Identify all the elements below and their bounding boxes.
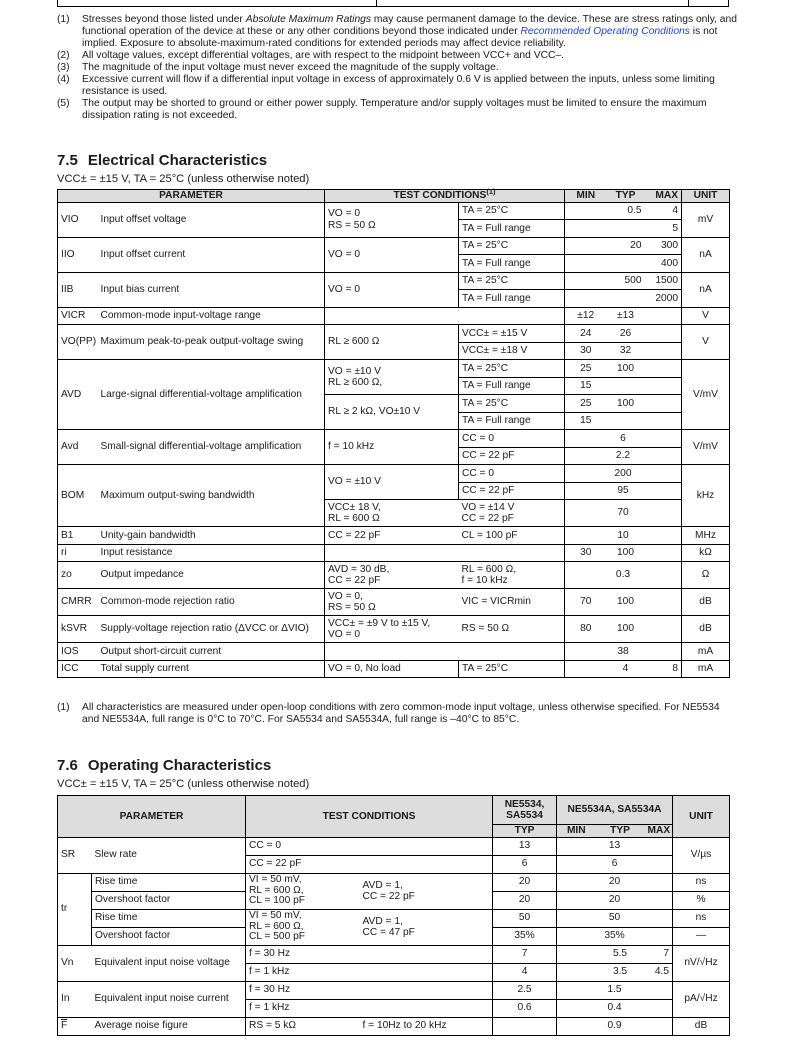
iio-cond: VO = 0: [325, 237, 459, 272]
1-max: 2000: [645, 290, 682, 308]
0-unit: ns: [673, 873, 730, 891]
table-row: [58, 589, 730, 616]
footnote: [57, 14, 737, 50]
0-max: 1500: [645, 272, 682, 290]
0-c: CC = 0: [246, 837, 493, 855]
table-cell: [645, 342, 682, 360]
4-num: (5): [57, 98, 70, 109]
1-max: 4.5: [645, 963, 673, 981]
avd-small-name: Small-signal differential-voltage amplification: [98, 430, 325, 465]
vio-name: Input offset voltage: [98, 202, 325, 237]
table-cell: [565, 220, 607, 238]
table-cell: [645, 412, 682, 430]
ri-sym: ri: [58, 544, 98, 562]
1-c: CC = 22 pF: [246, 855, 493, 873]
1-t1: 6: [493, 855, 557, 873]
0-unit: ns: [673, 909, 730, 927]
cmrr-c1: VO = 0, RS = 50 Ω: [325, 589, 459, 616]
table-cell: [565, 237, 607, 255]
0-typ: 20: [607, 237, 645, 255]
table-row: [58, 945, 730, 963]
1-t2: 6: [557, 855, 673, 873]
0-t1: 20: [493, 873, 557, 891]
footnote: [57, 50, 737, 62]
bom-cond1: VO = ±10 V: [325, 465, 459, 500]
table-row: [58, 360, 730, 378]
zo-c1: AVD = 30 dB, CC = 22 pF: [325, 562, 459, 589]
vicr-unit: V: [682, 307, 730, 325]
1-t1: 20: [493, 891, 557, 909]
headers-unit: UNIT: [673, 796, 730, 838]
1-t1: 0.6: [493, 999, 557, 1017]
1-t1: 35%: [493, 927, 557, 945]
icc-max: 8: [645, 660, 682, 678]
0-min: 25: [565, 360, 607, 378]
ri-min: 30: [565, 544, 607, 562]
zo-unit: Ω: [682, 562, 730, 589]
table-row: [58, 981, 730, 999]
table-row: [58, 325, 730, 343]
0-name: Rise time: [92, 873, 246, 891]
ri-typ: 100: [607, 544, 645, 562]
ri-name: Input resistance: [98, 544, 325, 562]
2-num: (3): [57, 62, 70, 73]
cmrr-unit: dB: [682, 589, 730, 616]
table-cell: [557, 945, 596, 963]
table-cell: [645, 395, 682, 413]
table-cell: [607, 412, 645, 430]
0-c: TA = 25°C: [459, 272, 565, 290]
table-cell: [645, 377, 682, 395]
table-row: [58, 544, 730, 562]
3-min: 15: [565, 412, 607, 430]
ksvr-c1: VCC± = ±9 V to ±15 V, VO = 0: [325, 616, 459, 643]
0-t2: 13: [557, 837, 673, 855]
0-c: f = 30 Hz: [246, 945, 493, 963]
icc-unit: mA: [682, 660, 730, 678]
b1-c1: CC = 22 pF: [325, 527, 459, 545]
1-text: All voltage values, except differential voltages, are with respect to the midpoint between VCC+ and VCC–.: [82, 50, 565, 61]
icc-c2: TA = 25°C: [459, 660, 565, 678]
0-typ: 100: [607, 360, 645, 378]
icc-sym: ICC: [58, 660, 98, 678]
iib-sym: IIB: [58, 272, 98, 307]
vopp-unit: V: [682, 325, 730, 360]
table-row: [58, 837, 730, 855]
f-t2: 0.9: [557, 1017, 673, 1035]
3-text: Excessive current will flow if a differential input voltage in excess of approximately 0.6 V is applied between the inputs, unless some limiting resistance is used.: [82, 74, 715, 97]
parts-1: Absolute Maximum Ratings: [245, 14, 372, 25]
1-c: f = 1 kHz: [246, 963, 493, 981]
0-max: 7: [645, 945, 673, 963]
recommended-operating-conditions-link[interactable]: Recommended Operating Conditions: [520, 26, 690, 37]
footnote-text: All characteristics are measured under open-loop conditions with zero common-mode input voltage, unless otherwise specified. For NE5534 and NE5534A, full range is 0°C to 70°C. For SA5534 and SA5534A, full range is –40°C to 85°C.: [82, 702, 720, 725]
ios-name: Output short-circuit current: [98, 643, 325, 661]
section-heading-electrical-characteristics: [57, 152, 267, 169]
0-t1: 2.5: [493, 981, 557, 999]
table-row: [58, 527, 730, 545]
headers-typ: TYP: [607, 190, 645, 203]
ksvr-c2: RS = 50 Ω: [459, 616, 565, 643]
cmrr-min: 70: [565, 589, 607, 616]
0-num: (1): [57, 14, 70, 25]
0-c: TA = 25°C: [459, 360, 565, 378]
1-c: TA = Full range: [459, 255, 565, 273]
0-c: f = 30 Hz: [246, 981, 493, 999]
1-cond: VI = 50 mV, RL = 600 Ω, CL = 500 pF: [246, 909, 360, 945]
operating-characteristics-table: [57, 795, 730, 1036]
table-cell: [565, 202, 607, 220]
0-min: 24: [565, 325, 607, 343]
2-min: 25: [565, 395, 607, 413]
bom-cond2a: VCC± 18 V, RL = 600 Ω: [325, 500, 459, 527]
b1-c2: CL = 100 pF: [459, 527, 565, 545]
iio-name: Input offset current: [98, 237, 325, 272]
table-row: [58, 202, 730, 220]
parts-2: may cause permanent damage to the device. These are stress ratings only, and functional operation of the device at these or any other conditions beyond those indicated under: [82, 14, 737, 37]
table-cell: [645, 325, 682, 343]
b1-name: Unity-gain bandwidth: [98, 527, 325, 545]
cmrr-sym: CMRR: [58, 589, 98, 616]
ri-unit: kΩ: [682, 544, 730, 562]
in-name: Equivalent input noise current: [92, 981, 246, 1017]
zo-name: Output impedance: [98, 562, 325, 589]
table-cell: [325, 643, 565, 661]
headers-test-conditions: TEST CONDITIONS: [246, 796, 493, 838]
table-cell: [645, 616, 682, 643]
table-cell: [565, 290, 607, 308]
vopp-cond: RL ≥ 600 Ω: [325, 325, 459, 360]
section-76-title: Operating Characteristics: [87, 757, 272, 774]
0-c: CC = 0: [459, 430, 565, 448]
table-header-row: [58, 190, 730, 203]
0-typ: 500: [607, 272, 645, 290]
ksvr-unit: dB: [682, 616, 730, 643]
electrical-characteristics-table: [57, 189, 730, 678]
section-conditions: VCC± = ±15 V, TA = 25°C (unless otherwise noted): [57, 173, 310, 185]
vio-unit: mV: [682, 202, 730, 237]
table-cell: [565, 272, 607, 290]
0-typ: 6: [565, 430, 682, 448]
vicr-min: ±12: [565, 307, 607, 325]
table-cell: [557, 963, 596, 981]
headers-grp2: NE5534A, SA5534A: [557, 796, 673, 825]
2-text: The magnitude of the input voltage must never exceed the magnitude of the supply voltage.: [82, 62, 499, 73]
1-c: TA = Full range: [459, 377, 565, 395]
0-c: VCC± = ±15 V: [459, 325, 565, 343]
1-min: 15: [565, 377, 607, 395]
table-row: [58, 873, 730, 891]
0-cond2: AVD = 1, CC = 22 pF: [360, 873, 493, 909]
0-t2: 1.5: [557, 981, 673, 999]
table-cell: [325, 187, 565, 203]
table-cell: [607, 377, 645, 395]
tr-sym: tr: [58, 873, 92, 945]
f-c1: RS = 5 kΩ: [246, 1017, 360, 1035]
vicr-typ: ±13: [607, 307, 645, 325]
table-cell: [645, 307, 682, 325]
0-t2: 5.5: [596, 945, 645, 963]
2-typ: 100: [607, 395, 645, 413]
absolute-max-footnotes: [57, 14, 737, 122]
sr-sym: SR: [58, 837, 92, 873]
2-c: TA = 25°C: [459, 395, 565, 413]
table-row: [58, 616, 730, 643]
1-c: f = 1 kHz: [246, 999, 493, 1017]
vn-name: Equivalent input noise voltage: [92, 945, 246, 981]
table-cell: [607, 290, 645, 308]
zo-sym: zo: [58, 562, 98, 589]
sr-unit: V/µs: [673, 837, 730, 873]
bom-cond2b: VO = ±14 V CC = 22 pF: [459, 500, 565, 527]
avd-unit: V/mV: [682, 360, 730, 430]
0-t1: 7: [493, 945, 557, 963]
footnote-num: (1): [57, 702, 70, 713]
ios-typ: 38: [565, 643, 682, 661]
1-unit: —: [673, 927, 730, 945]
1-t2: 3.5: [596, 963, 645, 981]
vicr-name: Common-mode input-voltage range: [98, 307, 325, 325]
table-row: [58, 307, 730, 325]
vopp-name: Maximum peak-to-peak output-voltage swing: [98, 325, 325, 360]
bom-unit: kHz: [682, 465, 730, 527]
0-c: TA = 25°C: [459, 202, 565, 220]
avd-sym: AVD: [58, 360, 98, 430]
b1-unit: MHz: [682, 527, 730, 545]
3-num: (4): [57, 74, 70, 85]
section-75-number: 7.5: [57, 152, 78, 169]
vio-sym: VIO: [58, 202, 98, 237]
table-row: [58, 430, 730, 448]
avd-cond2: RL ≥ 2 kΩ, VO±10 V: [325, 395, 459, 430]
vn-unit: nV/√Hz: [673, 945, 730, 981]
ksvr-name: Supply-voltage rejection ratio (ΔVCC or ΔVIO): [98, 616, 325, 643]
1-unit: %: [673, 891, 730, 909]
1-t2: 0.4: [557, 999, 673, 1017]
icc-name: Total supply current: [98, 660, 325, 678]
b1-typ: 10: [565, 527, 682, 545]
table-row: [58, 660, 730, 678]
electrical-characteristics-footnote: [57, 702, 737, 726]
icc-c1: VO = 0, No load: [325, 660, 459, 678]
ksvr-min: 80: [565, 616, 607, 643]
table-row: [58, 562, 730, 589]
headers-max: MAX: [645, 190, 682, 203]
icc-typ: 4: [607, 660, 645, 678]
1-typ: 95: [565, 482, 682, 500]
table-header-row: [58, 796, 730, 825]
section-76-number: 7.6: [57, 757, 78, 774]
in-unit: pA/√Hz: [673, 981, 730, 1017]
0-typ: 0.5: [607, 202, 645, 220]
headers-test-conditions: TEST CONDITIONS: [393, 190, 487, 201]
0-max: 300: [645, 237, 682, 255]
0-t1: 13: [493, 837, 557, 855]
table-row: [58, 272, 730, 290]
1-c: VCC± = ±18 V: [459, 342, 565, 360]
ksvr-sym: kSVR: [58, 616, 98, 643]
table-cell: [607, 255, 645, 273]
headers-typ: TYP: [596, 825, 645, 838]
table-cell: [565, 255, 607, 273]
section-75-title: Electrical Characteristics: [87, 152, 268, 169]
in-sym: In: [58, 981, 92, 1017]
section-conditions: VCC± = ±15 V, TA = 25°C (unless otherwise noted): [57, 778, 310, 790]
headers-grp1: NE5534, SA5534: [493, 796, 557, 825]
table-cell: [645, 360, 682, 378]
1-min: 30: [565, 342, 607, 360]
table-cell: [325, 544, 565, 562]
0-c: TA = 25°C: [459, 237, 565, 255]
footnote: [57, 98, 737, 122]
1-t1: 4: [493, 963, 557, 981]
1-c: TA = Full range: [459, 220, 565, 238]
headers-parameter: PARAMETER: [58, 190, 325, 203]
1-c: CC = 22 pF: [459, 447, 565, 465]
avd-cond1: VO = ±10 V RL ≥ 600 Ω,: [325, 360, 459, 395]
1-max: 400: [645, 255, 682, 273]
4-text: The output may be shorted to ground or either power supply. Temperature and/or supply voltages must be limited to ensure the maximum dissipation rating is not exceeded.: [82, 98, 707, 121]
avd-small-unit: V/mV: [682, 430, 730, 465]
headers-unit: UNIT: [682, 190, 730, 203]
cmrr-name: Common-mode rejection ratio: [98, 589, 325, 616]
cmrr-typ: 100: [607, 589, 645, 616]
vio-cond: VO = 0 RS = 50 Ω: [325, 202, 459, 237]
iio-unit: nA: [682, 237, 730, 272]
1-name: Overshoot factor: [92, 927, 246, 945]
1-cond2: AVD = 1, CC = 47 pF: [360, 909, 493, 945]
ksvr-typ: 100: [607, 616, 645, 643]
table-row: [58, 1017, 730, 1035]
zo-typ: 0.3: [565, 562, 682, 589]
1-name: Overshoot factor: [92, 891, 246, 909]
0-typ: 200: [565, 465, 682, 483]
ios-sym: IOS: [58, 643, 98, 661]
previous-table-cut-row: [57, 0, 729, 7]
headers-typ: TYP: [493, 825, 557, 838]
bom-sym: BOM: [58, 465, 98, 527]
table-cell: [565, 660, 607, 678]
parts-4: is not implied. Exposure to absolute-maximum-rated conditions for extended periods may affect device reliability.: [82, 26, 718, 49]
0-t2: 50: [557, 909, 673, 927]
f-unit: dB: [673, 1017, 730, 1035]
b1-sym: B1: [58, 527, 98, 545]
parts-0: Stresses beyond those listed under: [82, 14, 246, 25]
vicr-sym: VICR: [58, 307, 98, 325]
0-t2: 20: [557, 873, 673, 891]
table-cell: [607, 220, 645, 238]
0-name: Rise time: [92, 909, 246, 927]
bom-typ3: 70: [565, 500, 682, 527]
1-max: 5: [645, 220, 682, 238]
iib-name: Input bias current: [98, 272, 325, 307]
0-t1: 50: [493, 909, 557, 927]
avd-name: Large-signal differential-voltage amplification: [98, 360, 325, 430]
1-t2: 35%: [557, 927, 673, 945]
iib-unit: nA: [682, 272, 730, 307]
iib-cond: VO = 0: [325, 272, 459, 307]
sr-name: Slew rate: [92, 837, 246, 873]
f-name: Average noise figure: [92, 1017, 246, 1035]
vopp-sym: VO(PP): [58, 325, 98, 360]
headers-parameter: PARAMETER: [58, 796, 246, 838]
avd-small-sym: Avd: [58, 430, 98, 465]
headers-min: MIN: [565, 190, 607, 203]
footnote: [57, 74, 737, 98]
iio-sym: IIO: [58, 237, 98, 272]
f-c2: f = 10Hz to 20 kHz: [360, 1017, 493, 1035]
headers-tc-note: (1): [486, 187, 496, 196]
0-typ: 26: [607, 325, 645, 343]
vn-sym: Vn: [58, 945, 92, 981]
1-c: TA = Full range: [459, 290, 565, 308]
0-max: 4: [645, 202, 682, 220]
table-cell: [645, 589, 682, 616]
table-row: [58, 909, 730, 927]
headers-max: MAX: [645, 825, 673, 838]
table-row: [58, 643, 730, 661]
0-c: CC = 0: [459, 465, 565, 483]
table-row: [58, 237, 730, 255]
footnote: [57, 62, 737, 74]
table-cell: [645, 544, 682, 562]
f-sym: $\overline{F}$: [58, 1017, 92, 1035]
cmrr-c2: VIC = VICRmin: [459, 589, 565, 616]
zo-c2: RL = 600 Ω, f = 10 kHz: [459, 562, 565, 589]
table-row: [58, 465, 730, 483]
section-heading-operating-characteristics: [57, 757, 271, 774]
1-typ: 32: [607, 342, 645, 360]
1-t2: 20: [557, 891, 673, 909]
1-num: (2): [57, 50, 70, 61]
3-c: TA = Full range: [459, 412, 565, 430]
avd-small-cond: f = 10 kHz: [325, 430, 459, 465]
table-cell: [325, 307, 565, 325]
1-typ: 2.2: [565, 447, 682, 465]
ios-unit: mA: [682, 643, 730, 661]
table-cell: [493, 1017, 557, 1035]
headers-min: MIN: [557, 825, 596, 838]
0-cond: VI = 50 mV, RL = 600 Ω, CL = 100 pF: [246, 873, 360, 909]
1-c: CC = 22 pF: [459, 482, 565, 500]
bom-name: Maximum output-swing bandwidth: [98, 465, 325, 527]
